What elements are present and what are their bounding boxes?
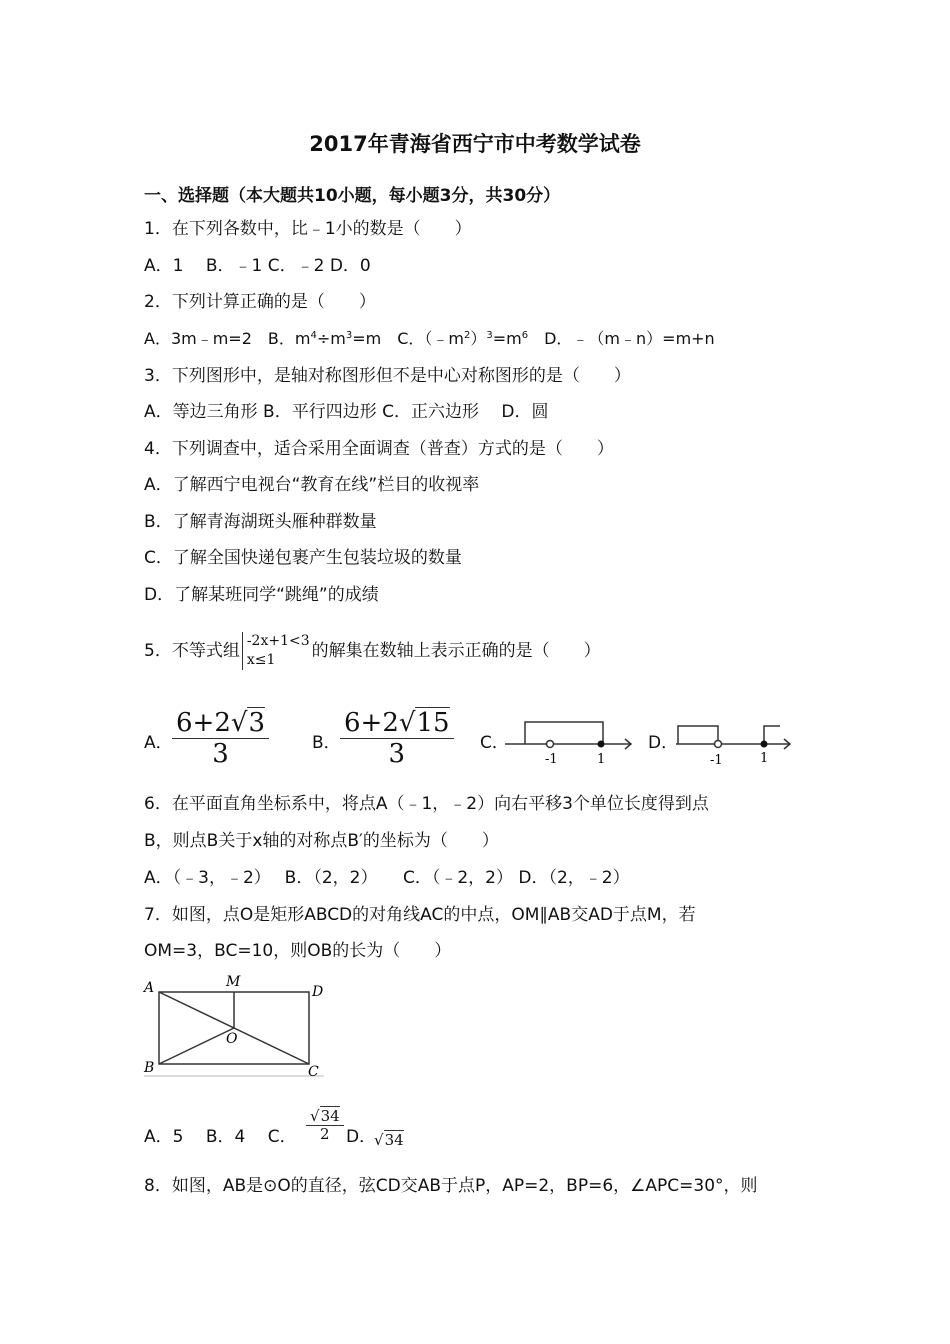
frac-c-denominator: 2 xyxy=(320,1125,330,1143)
q5-option-a-label: A． xyxy=(144,733,173,753)
q4-option-c: C．了解全国快递包裹产生包装垃圾的数量 xyxy=(144,548,462,568)
q5-option-d-label: D． xyxy=(648,733,679,753)
inequality-system xyxy=(242,632,310,670)
q5-option-b-fraction: $\frac{6+2√15}{3}$ xyxy=(340,708,454,769)
frac-c-radicand: 34 xyxy=(320,1107,340,1125)
label-M: M xyxy=(226,974,241,990)
section-heading: 一、选择题（本大题共10小题，每小题3分，共30分） xyxy=(144,186,561,206)
d-radicand: 34 xyxy=(384,1131,404,1149)
q2-part-f: D．﹣（m﹣n）=m+n xyxy=(528,329,715,348)
q2-sup-a: 4 xyxy=(310,330,317,341)
q2-sup-d: 3 xyxy=(486,330,493,341)
q2-part-d: ） xyxy=(470,329,487,348)
page-title: 2017年青海省西宁市中考数学试卷 xyxy=(309,132,641,156)
label-D: D xyxy=(312,984,324,1000)
q2-sup-e: 6 xyxy=(521,330,529,341)
q7-options-ab: A．5 B．4 C． xyxy=(144,1127,297,1147)
q7-stem-2: OM=3，BC=10，则OB的长为（ ） xyxy=(144,941,452,961)
frac-a-radicand: 3 xyxy=(248,708,265,738)
q2-part-e: =m xyxy=(492,329,522,348)
frac-b-denominator: 3 xyxy=(388,739,406,769)
q7-option-d-radical: √34 xyxy=(374,1131,404,1149)
inequality-1: -2x+1<3 xyxy=(246,633,310,649)
q2-part-c: =m C．（﹣m xyxy=(352,329,464,348)
q2-part-b: ÷m xyxy=(316,329,346,348)
q7-option-d-label: D． xyxy=(346,1127,377,1147)
q2-sup-c: 2 xyxy=(463,330,471,341)
tick-one-d: 1 xyxy=(760,751,769,766)
q3-options: A．等边三角形 B．平行四边形 C．正六边形 D．圆 xyxy=(144,402,549,422)
q5-suffix: 的解集在数轴上表示正确的是（ ） xyxy=(311,641,601,661)
tick-neg-one: -1 xyxy=(545,752,558,767)
q1-stem: 1．在下列各数中，比﹣1小的数是（ ） xyxy=(144,219,472,239)
frac-b-numerator: 6+2 xyxy=(344,708,399,738)
q7-stem-1: 7．如图，点O是矩形ABCD的对角线AC的中点，OM∥AB交AD于点M，若 xyxy=(144,905,696,925)
q5-stem xyxy=(144,628,601,674)
frac-a-denominator: 3 xyxy=(212,739,229,769)
q5-option-c-label: C． xyxy=(480,733,509,753)
q6-stem-1: 6．在平面直角坐标系中，将点A（﹣1，﹣2）向右平移3个单位长度得到点 xyxy=(144,794,709,814)
q2-part-a: A．3m﹣m=2 B．m xyxy=(144,329,311,348)
label-O: O xyxy=(226,1031,238,1047)
q6-stem-2: B，则点B关于x轴的对称点B′的坐标为（ ） xyxy=(144,831,499,851)
tick-one: 1 xyxy=(597,752,606,767)
rectangle-figure xyxy=(140,970,330,1082)
q1-options: A．1 B．﹣1 C．﹣2 D．0 xyxy=(144,256,371,276)
number-line-c xyxy=(505,716,635,770)
inequality-2: x≤1 xyxy=(246,652,276,668)
tick-neg-one-d: -1 xyxy=(710,753,723,768)
q5-option-a-fraction: $\frac{6+2√3}{3}$ xyxy=(172,708,269,769)
q4-option-a: A．了解西宁电视台“教育在线”栏目的收视率 xyxy=(144,475,480,495)
label-C: C xyxy=(308,1064,319,1080)
frac-b-radicand: 15 xyxy=(416,708,450,738)
label-B: B xyxy=(144,1060,155,1076)
q4-option-d: D．了解某班同学“跳绳”的成绩 xyxy=(144,585,379,605)
q2-sup-b: 3 xyxy=(345,330,353,341)
q7-option-c-fraction: $\frac{√34}{2}$ xyxy=(306,1108,344,1143)
q5-prefix: 5．不等式组 xyxy=(144,641,240,661)
q5-option-b-label: B． xyxy=(312,733,341,753)
label-A: A xyxy=(144,980,155,996)
q2-options xyxy=(144,328,715,350)
q6-options: A．（﹣3，﹣2） B．（2，2） C．（﹣2，2） D．（2，﹣2） xyxy=(144,868,630,888)
frac-a-numerator: 6+2 xyxy=(176,708,231,738)
q4-option-b: B．了解青海湖斑头雁种群数量 xyxy=(144,512,377,532)
q3-stem: 3．下列图形中，是轴对称图形但不是中心对称图形的是（ ） xyxy=(144,366,631,386)
q4-stem: 4．下列调查中，适合采用全面调查（普查）方式的是（ ） xyxy=(144,439,614,459)
q2-stem: 2．下列计算正确的是（ ） xyxy=(144,292,376,312)
number-line-d xyxy=(676,716,796,770)
q8-stem: 8．如图，AB是⊙O的直径，弦CD交AB于点P，AP=2，BP=6，∠APC=30°，则 xyxy=(144,1176,758,1196)
